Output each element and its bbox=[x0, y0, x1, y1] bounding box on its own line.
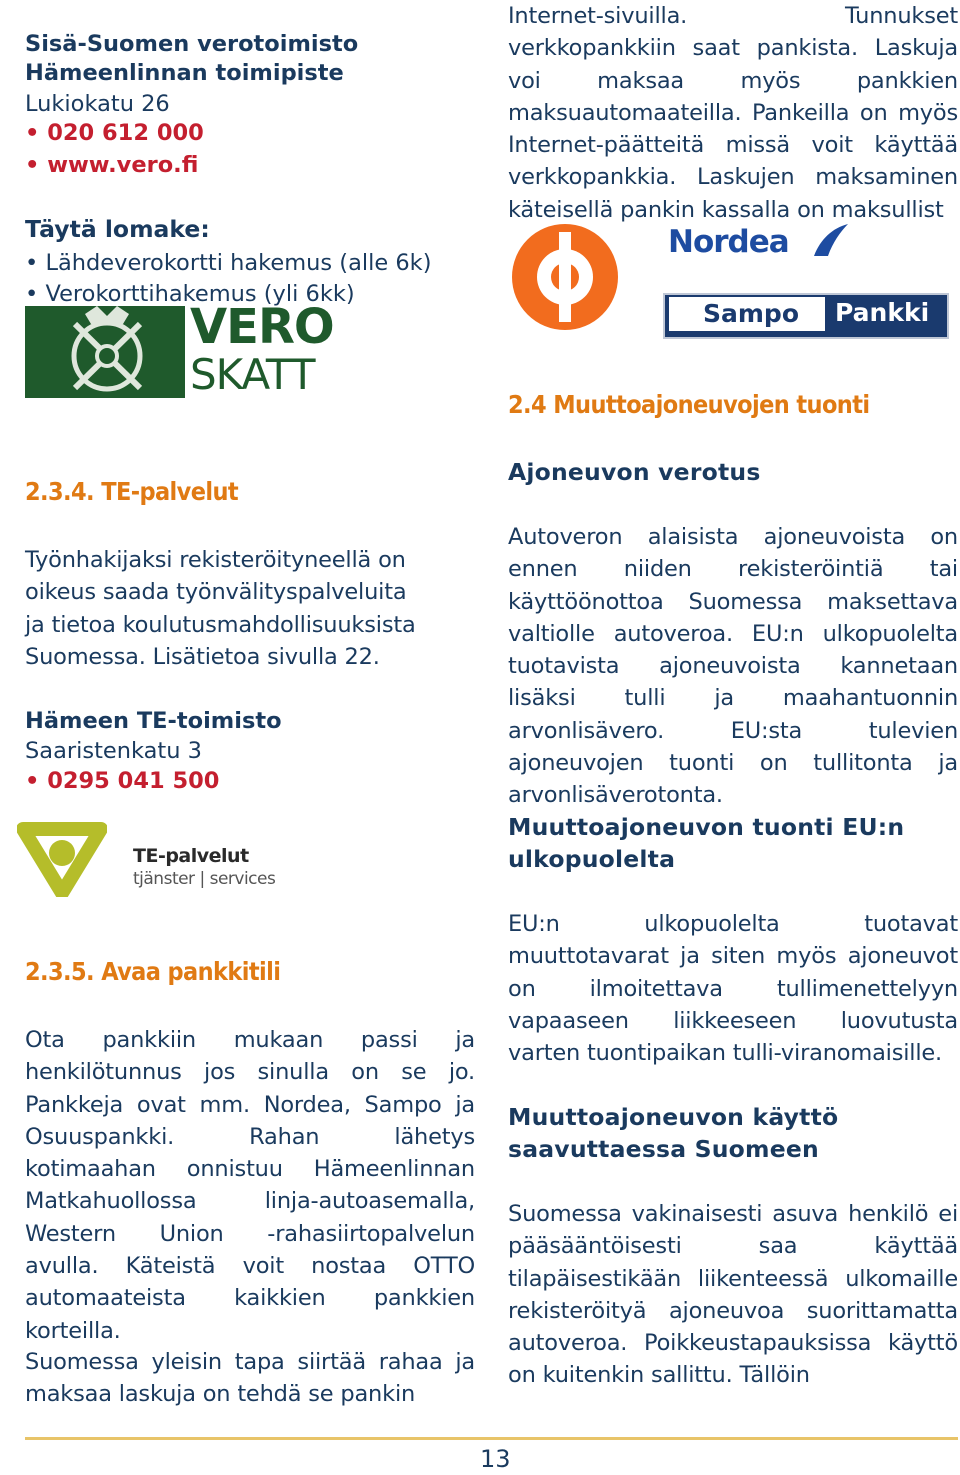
te-emblem-icon bbox=[17, 815, 107, 897]
te-palvelut-logo bbox=[17, 815, 317, 897]
tax-office-name: Sisä-Suomen verotoimisto Hämeenlinnan toimipiste bbox=[25, 31, 359, 86]
tax-office-address: Lukiokatu 26 bbox=[25, 91, 170, 117]
form-heading: Täytä lomake: bbox=[25, 215, 210, 243]
bank-continued-body: Internet-sivuilla. Tunnukset verkkopankkiin saat pankista. Laskuja voi maksaa myös pankkien maksuautomaateilla. Pankeilla on myös Internet-päätteitä missä voit käyttää verkkopankkia. Laskujen maksaminen käteisellä pankin kassalla on maksullist bbox=[508, 3, 958, 222]
te-heading: 2.3.4. TE-palvelut bbox=[25, 477, 239, 506]
te-office-address: Saaristenkatu 3 bbox=[25, 738, 202, 764]
op-emblem-icon bbox=[510, 222, 620, 332]
bank-heading: 2.3.5. Avaa pankkitili bbox=[25, 957, 281, 986]
form-item-clipped: • Verokorttihakemus (yli 6kk) bbox=[25, 279, 385, 306]
te-logo-subtext: tjänster | services bbox=[133, 869, 276, 889]
vehicles-heading: 2.4 Muuttoajoneuvojen tuonti bbox=[508, 390, 870, 419]
op-logo bbox=[510, 222, 620, 332]
footer-divider bbox=[25, 1437, 958, 1440]
te-office-phone: • 0295 041 500 bbox=[25, 766, 219, 797]
te-office-name: Hämeen TE-toimisto bbox=[25, 708, 282, 734]
vehicle-use-heading: Muuttoajoneuvon käyttö saavuttaessa Suomeen bbox=[508, 1103, 839, 1163]
sampo-logo-text: Sampo bbox=[703, 299, 799, 328]
form-item: • Lähdeverokortti hakemus (alle 6k) bbox=[25, 248, 431, 279]
nordea-sail-icon bbox=[810, 222, 850, 258]
pankki-logo-text: Pankki bbox=[835, 298, 930, 327]
vehicle-tax-heading: Ajoneuvon verotus bbox=[508, 458, 761, 486]
vehicle-import-body: EU:n ulkopuolelta tuotavat muuttotavarat ja siten myös ajoneuvot on ilmoitettava tullimenettelyyn vapaaseen liikkeeseen luovutusta varten tuontipaikan tulli-viranomaisille. bbox=[508, 911, 958, 1067]
vehicle-use-body: Suomessa vakinaisesti asuva henkilö ei pääsääntöisesti saa käyttää tilapäisestikään liikenteessä ulkomaille rekisteröityä ajoneuvoa suorittamatta autoveroa. Poikkeustapauksissa käyttö on kuitenkin sallittu. Tällöin bbox=[508, 1201, 958, 1389]
bank-continued-wrap bbox=[508, 0, 958, 222]
tax-office-web-link[interactable]: • www.vero.fi bbox=[25, 150, 198, 181]
vero-skatt-logo bbox=[25, 299, 334, 399]
skatt-logo-text: SKATT bbox=[190, 350, 315, 399]
nordea-logo-text: Nordea bbox=[668, 224, 789, 260]
te-body: Työnhakijaksi rekisteröityneellä on oikeus saada työnvälityspalveluita ja tietoa koulutusmahdollisuuksista Suomessa. Lisätietoa sivulla 22. bbox=[25, 547, 416, 670]
tax-office-phone: • 020 612 000 bbox=[25, 118, 204, 149]
vehicle-import-heading: Muuttoajoneuvon tuonti EU:n ulkopuolelta bbox=[508, 813, 905, 873]
vero-logo-text: VERO bbox=[190, 299, 334, 355]
sampo-pankki-logo bbox=[663, 293, 949, 339]
page-number: 13 bbox=[480, 1445, 511, 1473]
bank-body: Ota pankkiin mukaan passi ja henkilötunnus jos sinulla on se jo. Pankkeja ovat mm. Nordea, Sampo ja Osuuspankki. Rahan lähetys kotimaahan onnistuu Hämeenlinnan Matkahuollossa linja-autoasemalla, Western Union -rahasiirtopalvelun avulla. Käteistä voit nostaa OTTO automaateista kaikkien pankkien korteilla. bbox=[25, 1027, 475, 1344]
te-logo-text: TE-palvelut bbox=[133, 845, 249, 867]
nordea-logo bbox=[668, 222, 868, 272]
vehicle-tax-body: Autoveron alaisista ajoneuvoista on ennen niiden rekisteröintiä tai käyttöönottoa Suomessa maksettava valtiolle autoveroa. EU:n ulkopuolelta tuotavista ajoneuvoista kannetaan lisäksi tulli ja maahantuonnin arvonlisävero. EU:sta tulevien ajoneuvojen tuonti on tullitonta ja arvonlisäverotonta. bbox=[508, 524, 958, 809]
bank-body-2: Suomessa yleisin tapa siirtää rahaa ja maksaa laskuja on tehdä se pankin bbox=[25, 1349, 475, 1408]
